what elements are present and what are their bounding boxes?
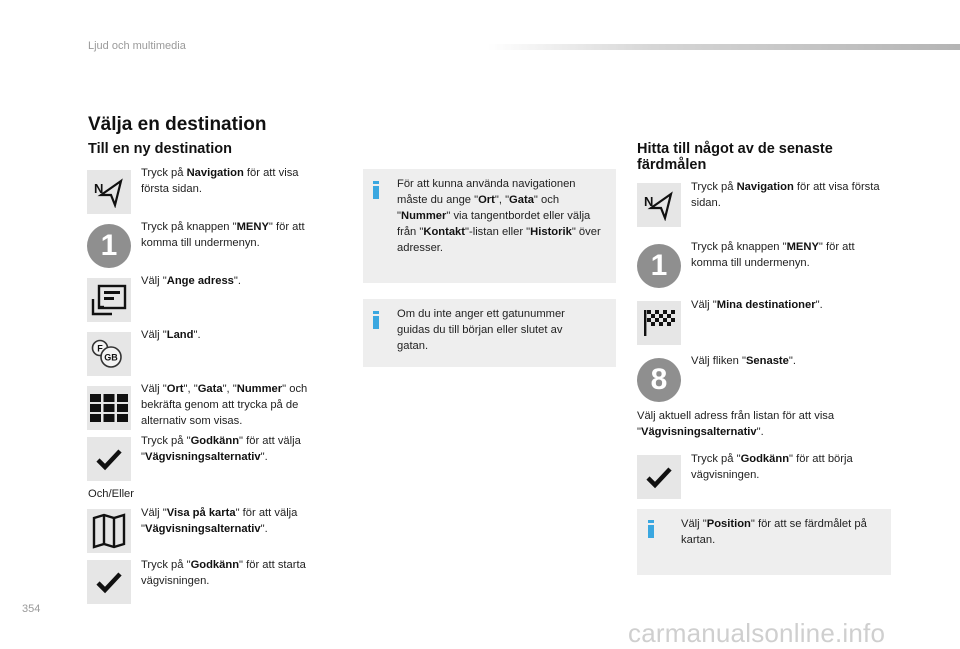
left-step-5-text: Välj "Ort", "Gata", "Nummer" och bekräfta genom att trycka på de alternativ som visas. [141,383,308,427]
left-step-4-text: Välj "Land". [141,329,201,341]
left-step-6-text: Tryck på "Godkänn" för att välja "Vägvisningsalternativ". [141,435,301,463]
left-step-8-text: Tryck på "Godkänn" för att starta vägvisningen. [141,559,306,587]
header-gradient-bar [488,44,960,50]
keyboard-grid-icon [87,386,131,430]
info-box-navigation-requirements [363,169,616,283]
right-subtitle: Hitta till något av de senaste färdmålen [637,141,833,173]
map-icon [87,509,131,553]
left-subtitle: Till en ny destination [88,141,232,157]
info-box-text: För att kunna använda navigationen måste du ange "Ort", "Gata" och "Nummer" via tangentbordet eller välja från "Kontakt"-listan eller "Historik" över adresser. [397,178,601,254]
left-step-2-text: Tryck på knappen "MENY" för att komma till undermenyn. [141,221,305,249]
info-box-text: Välj "Position" för att se färdmålet på kartan. [681,518,867,546]
info-icon [373,311,379,329]
step-number-circle: 1 [637,244,681,288]
step-number-circle: 1 [87,224,131,268]
right-step-2-text: Tryck på knappen "MENY" för att komma till undermenyn. [691,241,855,269]
page-number: 354 [22,603,41,615]
info-icon [373,181,379,199]
svg-text:N: N [644,194,654,209]
svg-text:F: F [97,343,103,354]
navigation-icon [87,170,131,214]
check-icon [87,437,131,481]
enter-address-icon [87,278,131,322]
country-icon [87,332,131,376]
right-step-1-text: Tryck på Navigation för att visa första sidan. [691,181,880,209]
left-step-3-text: Välj "Ange adress". [141,275,241,287]
right-step-4-text: Välj fliken "Senaste". [691,355,796,367]
navigation-icon [637,183,681,227]
info-box-text: Om du inte anger ett gatunummer guidas du till början eller slutet av gatan. [397,308,565,352]
svg-text:N: N [94,181,104,196]
watermark: carmanualsonline.info [628,618,886,648]
check-icon [87,560,131,604]
right-step-3-text: Välj "Mina destinationer". [691,299,823,311]
info-box-position [637,509,891,575]
step-number-circle: 8 [637,358,681,402]
or-label: Och/Eller [88,488,135,500]
right-step-5-text: Tryck på "Godkänn" för att börja vägvisningen. [691,453,853,481]
select-address-text: Välj aktuell adress från listan för att visa "Vägvisningsalternativ". [637,410,835,438]
check-icon [637,455,681,499]
page-title: Välja en destination [88,114,267,135]
left-step-7-text: Välj "Visa på karta" för att välja "Vägvisningsalternativ". [141,507,298,535]
info-box-street-number [363,299,616,367]
info-icon [648,520,654,538]
svg-text:GB: GB [104,352,118,363]
flag-icon [637,301,681,345]
left-step-1-text: Tryck på Navigation för att visa första sidan. [141,167,299,195]
section-header-title: Ljud och multimedia [88,40,186,52]
